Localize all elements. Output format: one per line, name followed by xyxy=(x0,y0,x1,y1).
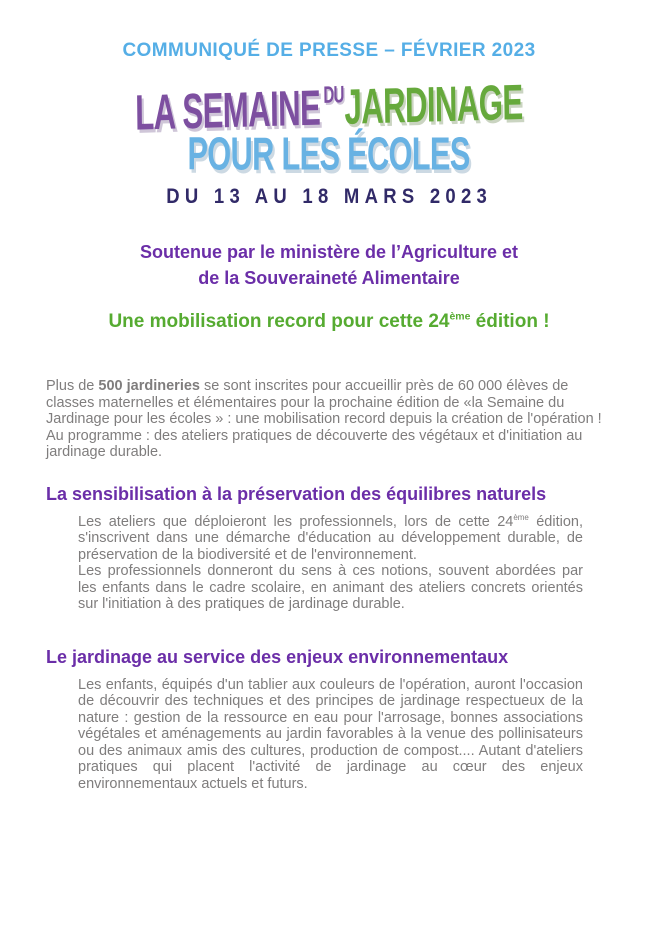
record-sup: ème xyxy=(449,311,471,323)
logo-pour-les-ecoles: POUR LES ÉCOLES xyxy=(187,128,471,181)
record-edition-subtitle xyxy=(0,310,658,334)
ministry-support-subtitle xyxy=(0,239,658,291)
logo-word-la-semaine: LA SEMAINE xyxy=(135,79,321,141)
section1-text-pre: Les ateliers que déploieront les professionnels, lors de cette 24 xyxy=(78,513,514,530)
event-dates: DU 13 AU 18 MARS 2023 xyxy=(166,185,492,208)
intro-bold-500-jardineries: 500 jardineries xyxy=(98,378,200,394)
press-release-kicker: COMMUNIQUÉ DE PRESSE – FÉVRIER 2023 xyxy=(122,40,536,61)
intro-text-pre: Plus de xyxy=(46,378,99,394)
section2-paragraph: Les enfants, équipés d'un tablier aux couleurs de l'opération, auront l'occasion de découvrir des techniques et des principes de jardinage respectueux de la nature : gestion de la ressource en eau pour l'arrosage, bonnes associations végétales et aménagements au jardin favorables à la venue des pollinisateurs ou des animaux amis des cultures, production de compost.... Autant d'ateliers pratiques qui placent l'activité de jardinage au cœur des enjeux environnementaux actuels et futurs. xyxy=(78,676,583,792)
ministry-support-line2: de la Souveraineté Alimentaire xyxy=(198,268,460,288)
logo-title-line2 xyxy=(0,128,658,181)
logo-date-line xyxy=(0,186,658,207)
record-text-post: édition ! xyxy=(470,311,550,332)
section2-heading: Le jardinage au service des enjeux environnementaux xyxy=(46,646,509,667)
section1-sup: ème xyxy=(513,512,529,522)
event-logo xyxy=(0,73,658,208)
ministry-support-line1: Soutenue par le ministère de l’Agriculture et xyxy=(139,242,519,262)
intro-paragraph xyxy=(46,378,616,461)
section1-text-post: édition, s'inscrivent dans une démarche d'éducation au développement durable, de préservation de la biodiversité et de l'environnement. xyxy=(78,513,583,563)
logo-title-line1 xyxy=(0,73,658,141)
section1-paragraph xyxy=(78,514,583,613)
section1-text-line2: Les professionnels donneront du sens à ces notions, souvent abordées par les enfants dans le cadre scolaire, en animant des ateliers concrets orientés sur l'initiation à des pratiques de jardinage durable. xyxy=(78,563,583,612)
intro-text-post: se sont inscrites pour accueillir près de 60 000 élèves de classes maternelles et élémentaires pour la prochaine édition de «la Semaine du Jardinage pour les écoles » : une mobilisation record depuis la création de l'opération ! Au programme : des ateliers pratiques de découverte des végétaux et d'initiation au jardinage durable. xyxy=(46,378,602,460)
record-text-pre: Une mobilisation record pour cette 24 xyxy=(108,311,450,332)
section1-heading: La sensibilisation à la préservation des équilibres naturels xyxy=(46,483,547,504)
logo-word-du: DU xyxy=(323,80,344,109)
logo-word-jardinage: JARDINAGE xyxy=(344,73,523,135)
